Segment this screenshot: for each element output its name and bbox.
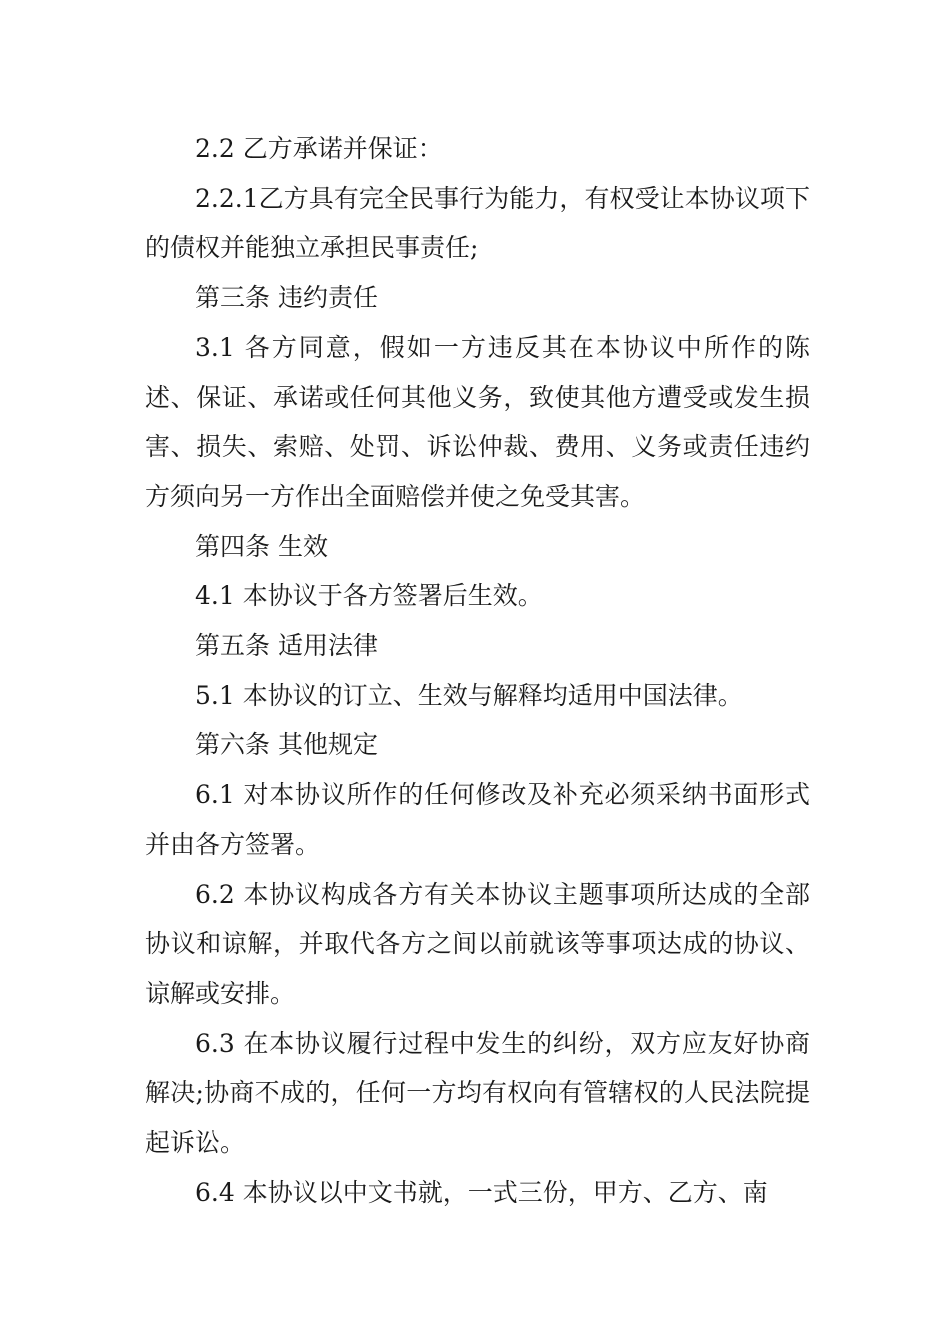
clause-6-2: 6.2 本协议构成各方有关本协议主题事项所达成的全部协议和谅解，并取代各方之间以前就该等事项达成的协议、谅解或安排。: [145, 879, 810, 1008]
clause-6-3: 6.3 在本协议履行过程中发生的纠纷，双方应友好协商解决;协商不成的，任何一方均有权向有管辖权的人民法院提起诉讼。: [145, 1028, 810, 1158]
article-6-heading: 第六条 其他规定: [195, 730, 378, 760]
clause-5-1: 5.1 本协议的订立、生效与解释均适用中国法律。: [195, 680, 743, 710]
article-5-heading: 第五条 适用法律: [195, 631, 378, 661]
clause-4-1: 4.1 本协议于各方签署后生效。: [195, 581, 543, 611]
document-page: [145, 124, 810, 1217]
clause-2-2-1: 2.2.1乙方具有完全民事行为能力，有权受让本协议项下的债权并能独立承担民事责任;: [145, 183, 810, 263]
clause-2-2-heading: 2.2 乙方承诺并保证：: [195, 134, 443, 163]
clause-3-1: 3.1 各方同意，假如一方违反其在本协议中所作的陈述、保证、承诺或任何其他义务，致使其他方遭受或发生损害、损失、索赔、处罚、诉讼仲裁、费用、义务或责任违约方须向另一方作出全面赔偿并使之免受其害。: [145, 332, 810, 511]
clause-6-4: 6.4 本协议以中文书就，一式三份，甲方、乙方、南: [195, 1177, 768, 1207]
article-4-heading: 第四条 生效: [195, 531, 328, 561]
clause-6-1: 6.1 对本协议所作的任何修改及补充必须采纳书面形式并由各方签署。: [145, 780, 810, 859]
article-3-heading: 第三条 违约责任: [195, 283, 378, 313]
